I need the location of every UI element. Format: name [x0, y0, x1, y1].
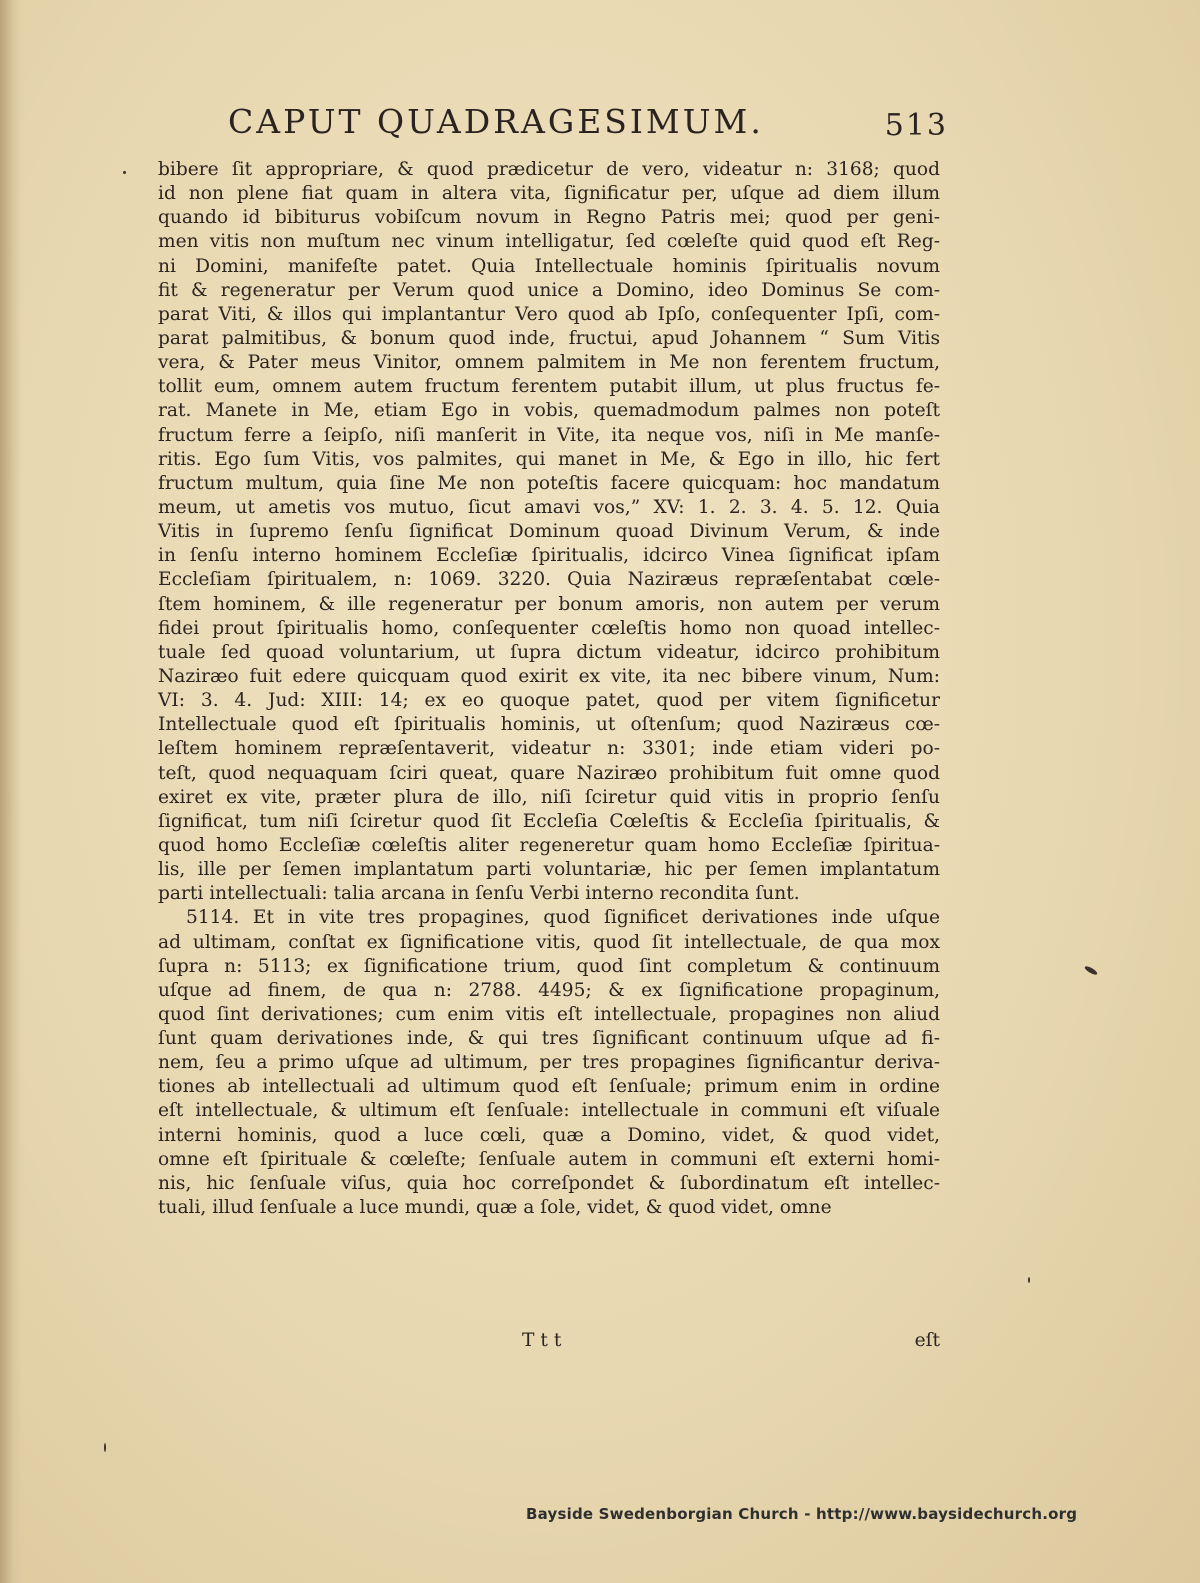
text-line: fit & regeneratur per Verum quod unice a Domino, ideo Dominus Se com-: [158, 279, 940, 301]
text-line: tuali, illud ſenſuale a luce mundi, quæ a ſole, videt, & quod videt, omne: [158, 1197, 832, 1219]
catchword: eſt: [914, 1330, 940, 1351]
ink-speck: [123, 171, 126, 174]
ink-speck: [104, 1443, 106, 1452]
text-line: quando id bibiturus vobiſcum novum in Regno Patris mei; quod per geni-: [158, 207, 940, 229]
text-line: ni Domini, manifeſte patet. Quia Intellectuale hominis ſpiritualis novum: [158, 255, 940, 277]
text-line: omne eſt ſpirituale & cœleſte; ſenſuale autem in communi eſt externi homi-: [158, 1148, 940, 1170]
text-line: Vitis in ſupremo ſenſu ſignificat Dominum quoad Divinum Verum, & inde: [158, 521, 940, 543]
text-line: vera, & Pater meus Vinitor, omnem palmitem in Me non ferentem fructum,: [158, 352, 940, 374]
text-line: quod ſint derivationes; cum enim vitis eſt intellectuale, propagines non aliud: [158, 1003, 940, 1025]
text-line: tuale ſed quoad voluntarium, ut ſupra dictum videatur, idcirco prohibitum: [158, 641, 940, 663]
text-line: uſque ad finem, de qua n: 2788. 4495; & ex ſignificatione propaginum,: [158, 979, 940, 1001]
text-line: Naziræo fuit edere quicquam quod exirit ex vite, ita nec bibere vinum, Num:: [158, 665, 940, 687]
text-line: bibere ſit appropriare, & quod prædicetur de vero, videatur n: 3168; quod: [158, 159, 940, 180]
text-line: fructum ferre a ſeipſo, niſi manſerit in Vite, ita neque vos, niſi in Me manſe-: [158, 424, 940, 446]
text-line: in ſenſu interno hominem Eccleſiæ ſpiritualis, idcirco Vinea ſignificat ipſam: [158, 545, 940, 567]
text-line: id non plene fiat quam in altera vita, ſignificatur per, uſque ad diem illum: [158, 183, 940, 205]
signature-mark: Ttt: [522, 1330, 568, 1351]
text-line: ſunt quam derivationes inde, & qui tres ſignificant continuum uſque ad fi-: [158, 1028, 940, 1050]
text-line: nis, hic ſenſuale viſus, quia hoc correſpondet & ſubordinatum eſt intellec-: [158, 1172, 940, 1194]
text-line: VI: 3. 4. Jud: XIII: 14; ex eo quoque patet, quod per vitem ſignificetur: [158, 690, 940, 712]
text-line: parti intellectuali: talia arcana in ſenſu Verbi interno recondita ſunt.: [158, 883, 800, 905]
text-line: fidei prout ſpiritualis homo, conſequenter cœleſtis homo non quoad intellec-: [158, 617, 940, 639]
page-footer: [158, 1330, 940, 1356]
text-line: Eccleſiam ſpiritualem, n: 1069. 3220. Quia Naziræus repræſentabat cœle-: [158, 569, 940, 591]
text-line: nem, ſeu a primo uſque ad ultimum, per tres propagines ſignificantur deriva-: [158, 1052, 940, 1074]
text-line: ritis. Ego ſum Vitis, vos palmites, qui manet in Me, & Ego in illo, hic fert: [158, 448, 940, 470]
text-line: interni hominis, quod a luce cœli, quæ a Domino, videt, & quod videt,: [158, 1124, 940, 1146]
text-line: ſignificat, tum niſi ſciretur quod ſit Eccleſia Cœleſtis & Eccleſia ſpiritualis, &: [158, 810, 940, 832]
body-text: [158, 158, 940, 1220]
text-line: 5114. Et in vite tres propagines, quod ſignificet derivationes inde uſque: [186, 907, 940, 929]
text-line: tollit eum, omnem autem fructum ferentem putabit illum, ut plus fructus fe-: [158, 376, 940, 398]
text-line: rat. Manete in Me, etiam Ego in vobis, quemadmodum palmes non poteſt: [158, 400, 940, 422]
text-line: lis, ille per ſemen implantatum parti voluntariæ, hic per ſemen implantatum: [158, 859, 940, 881]
running-head: CAPUT QUADRAGESIMUM.: [228, 102, 764, 141]
text-line: parat Viti, & illos qui implantantur Vero quod ab Ipſo, conſequenter Ipſi, com-: [158, 303, 940, 325]
text-line: quod homo Eccleſiæ cœleſtis aliter regeneretur quam homo Eccleſiæ ſpiritua-: [158, 834, 940, 856]
text-line: ad ultimam, conſtat ex ſignificatione vitis, quod ſit intellectuale, de qua mox: [158, 931, 940, 953]
text-line: fructum multum, quia ſine Me non poteſtis facere quicquam: hoc mandatum: [158, 472, 940, 494]
page-number: 513: [884, 108, 948, 143]
text-line: eſt intellectuale, & ultimum eſt ſenſuale: intellectuale in communi eſt viſuale: [158, 1100, 940, 1122]
watermark-credit: Bayside Swedenborgian Church - http://www.baysidechurch.org: [526, 1505, 1078, 1523]
ink-speck: [1028, 1277, 1030, 1283]
text-line: ſupra n: 5113; ex ſignificatione trium, quod ſint completum & continuum: [158, 955, 940, 977]
page-gutter-shadow: [0, 0, 22, 1583]
page-header: [228, 102, 948, 152]
text-line: ſtem hominem, & ille regeneratur per bonum amoris, non autem per verum: [158, 593, 940, 615]
text-line: teſt, quod nequaquam ſciri queat, quare Naziræo prohibitum fuit omne quod: [158, 762, 940, 784]
text-line: exiret ex vite, præter plura de illo, niſi ſciretur quid vitis in proprio ſenſu: [158, 786, 940, 808]
text-line: tiones ab intellectuali ad ultimum quod eſt ſenſuale; primum enim in ordine: [158, 1076, 940, 1098]
text-line: Intellectuale quod eſt ſpiritualis hominis, ut oſtenſum; quod Naziræus cœ-: [158, 714, 940, 736]
text-line: leſtem hominem repræſentaverit, videatur n: 3301; inde etiam videri po-: [158, 738, 940, 760]
text-line: men vitis non muſtum nec vinum intelligatur, ſed cœleſte quid quod eſt Reg-: [158, 231, 940, 253]
ink-speck: [1084, 965, 1099, 976]
text-line: meum, ut ametis vos mutuo, ſicut amavi vos,” XV: 1. 2. 3. 4. 5. 12. Quia: [158, 496, 940, 518]
text-line: parat palmitibus, & bonum quod inde, fructui, apud Johannem “ Sum Vitis: [158, 327, 940, 349]
